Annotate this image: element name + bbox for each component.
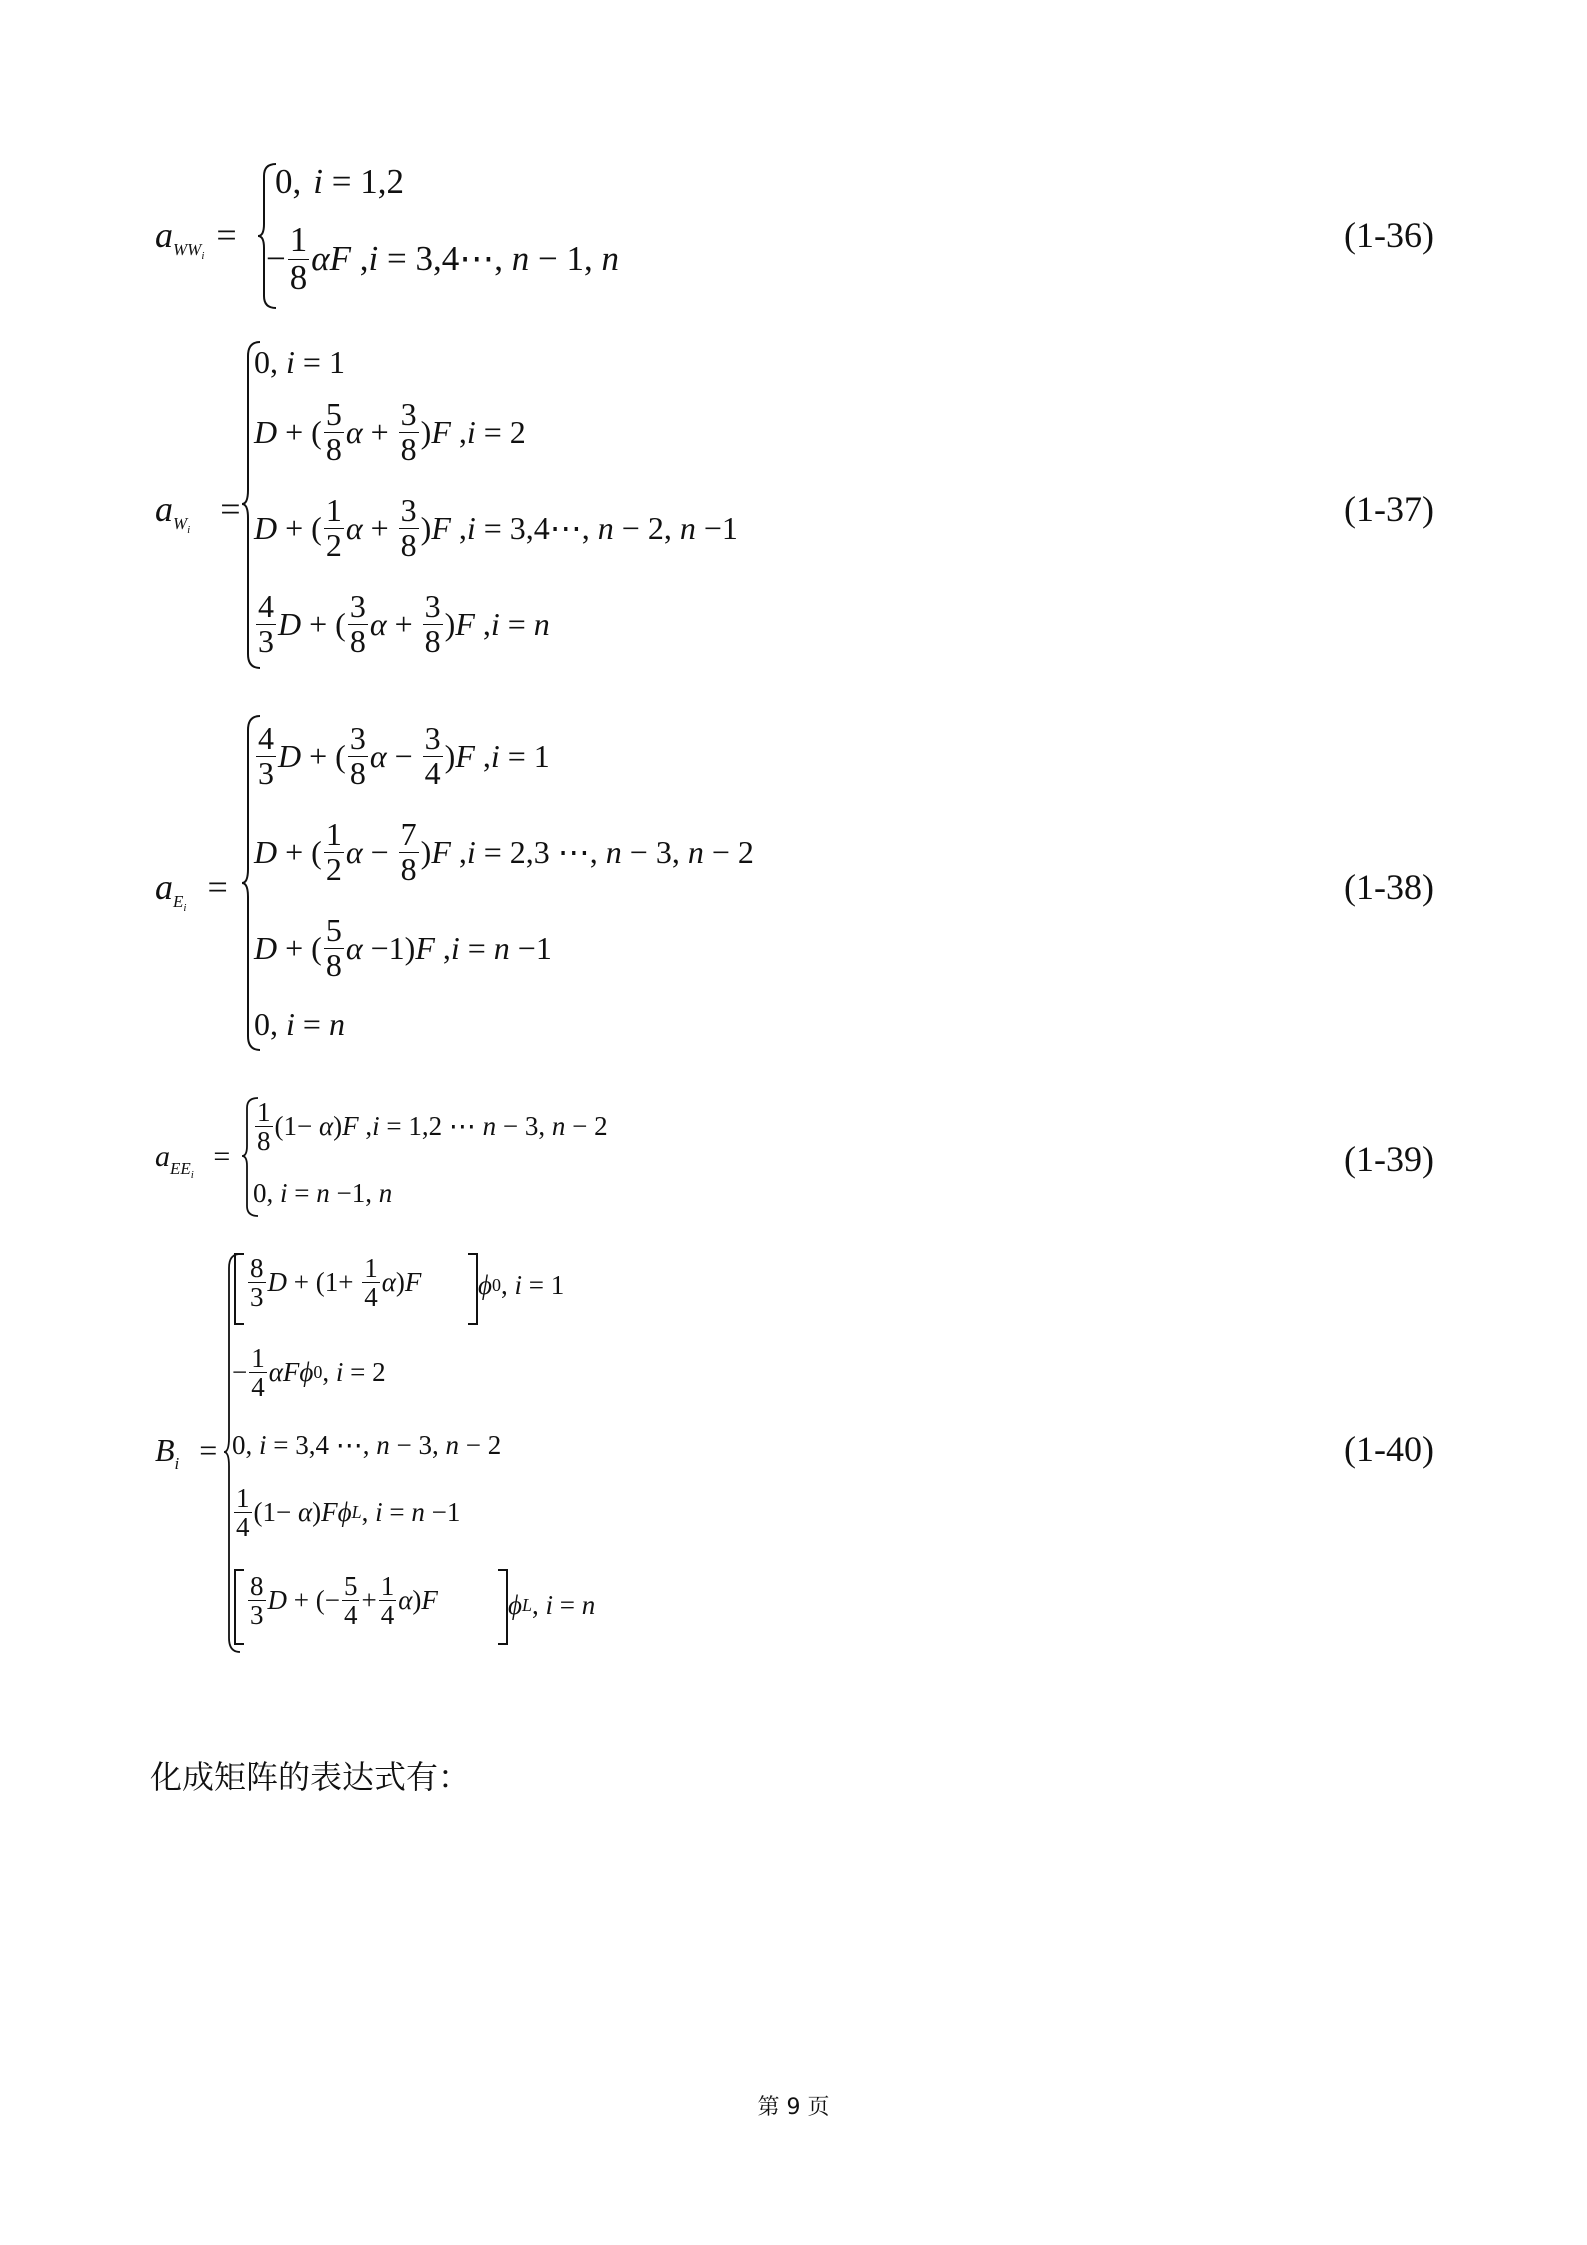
lhs-a-ee: $a_{EE_i}$ = bbox=[155, 1140, 231, 1181]
case-row: D + ( $\frac{5}{8}$ α + $\frac{3}{8}$ ) F , i = 2 bbox=[254, 396, 526, 467]
lhs-b: $B_i$ = bbox=[155, 1432, 218, 1473]
case-row: 0, i = 3,4 ⋯, n − 3, n − 2 bbox=[232, 1430, 502, 1460]
case-row-tail: ϕ 0 , i = 1 bbox=[478, 1270, 565, 1300]
case-row: 0, i = n −1, n bbox=[253, 1178, 393, 1208]
case-row: 0, i = n bbox=[254, 1006, 345, 1042]
lhs-a-ww: $a_{WW_i}=$ bbox=[155, 215, 237, 262]
case-row: $\frac{1}{8}$ (1− α ) F , i = 1,2 ⋯ n − 3, n − 2 bbox=[257, 1097, 608, 1157]
case-row: 0, i = 1,2 bbox=[275, 162, 404, 201]
case-row: D + ( $\frac{5}{8}$ α −1) F , i = n −1 bbox=[254, 912, 552, 983]
left-bracket bbox=[232, 1252, 246, 1326]
case-row: $\frac{1}{4}$ (1− α ) Fϕ L , i = n −1 bbox=[236, 1483, 461, 1543]
equation-number: (1-38) bbox=[1344, 867, 1434, 907]
lhs-a-w: $a_{W_i}$ = bbox=[155, 489, 241, 536]
body-paragraph: 化成矩阵的表达式有： bbox=[150, 1758, 471, 1796]
equation-number: (1-39) bbox=[1344, 1139, 1434, 1179]
case-row: $\frac{4}{3}$ D + ( $\frac{3}{8}$ α + $\frac{3}{8}$ ) F , i = n bbox=[258, 588, 550, 659]
equation-number: (1-36) bbox=[1344, 215, 1434, 255]
case-row: $\frac{4}{3}$ D + ( $\frac{3}{8}$ α − $\frac{3}{4}$ ) F , i = 1 bbox=[258, 720, 550, 791]
case-row: D + ( $\frac{1}{2}$ α − $\frac{7}{8}$ ) F , i = 2,3 ⋯, n − 3, n − 2 bbox=[254, 816, 754, 887]
case-row: − $\frac{1}{4}$ αFϕ 0 , i = 2 bbox=[232, 1343, 386, 1403]
equation-number: (1-40) bbox=[1344, 1429, 1434, 1469]
page-footer: 第 9 页 bbox=[757, 2095, 830, 2120]
lhs-a-e: $a_{E_i}$ = bbox=[155, 867, 228, 914]
case-row: D + ( $\frac{1}{2}$ α + $\frac{3}{8}$ ) F , i = 3,4⋯, n − 2, n −1 bbox=[254, 492, 738, 563]
left-bracket bbox=[232, 1568, 246, 1646]
case-row: $\frac{8}{3}$ D + (− $\frac{5}{4}$ + $\frac{1}{4}$ α ) F bbox=[250, 1571, 438, 1631]
case-row: − $\frac{1}{8}$ αF , i = 3,4⋯, n − 1, n bbox=[266, 220, 619, 297]
equation-number: (1-37) bbox=[1344, 489, 1434, 529]
case-row: $\frac{8}{3}$ D + (1+ $\frac{1}{4}$ α ) F bbox=[250, 1253, 422, 1313]
case-row: 0, i = 1 bbox=[254, 344, 345, 380]
case-row-tail: ϕ L , i = n bbox=[508, 1590, 596, 1620]
